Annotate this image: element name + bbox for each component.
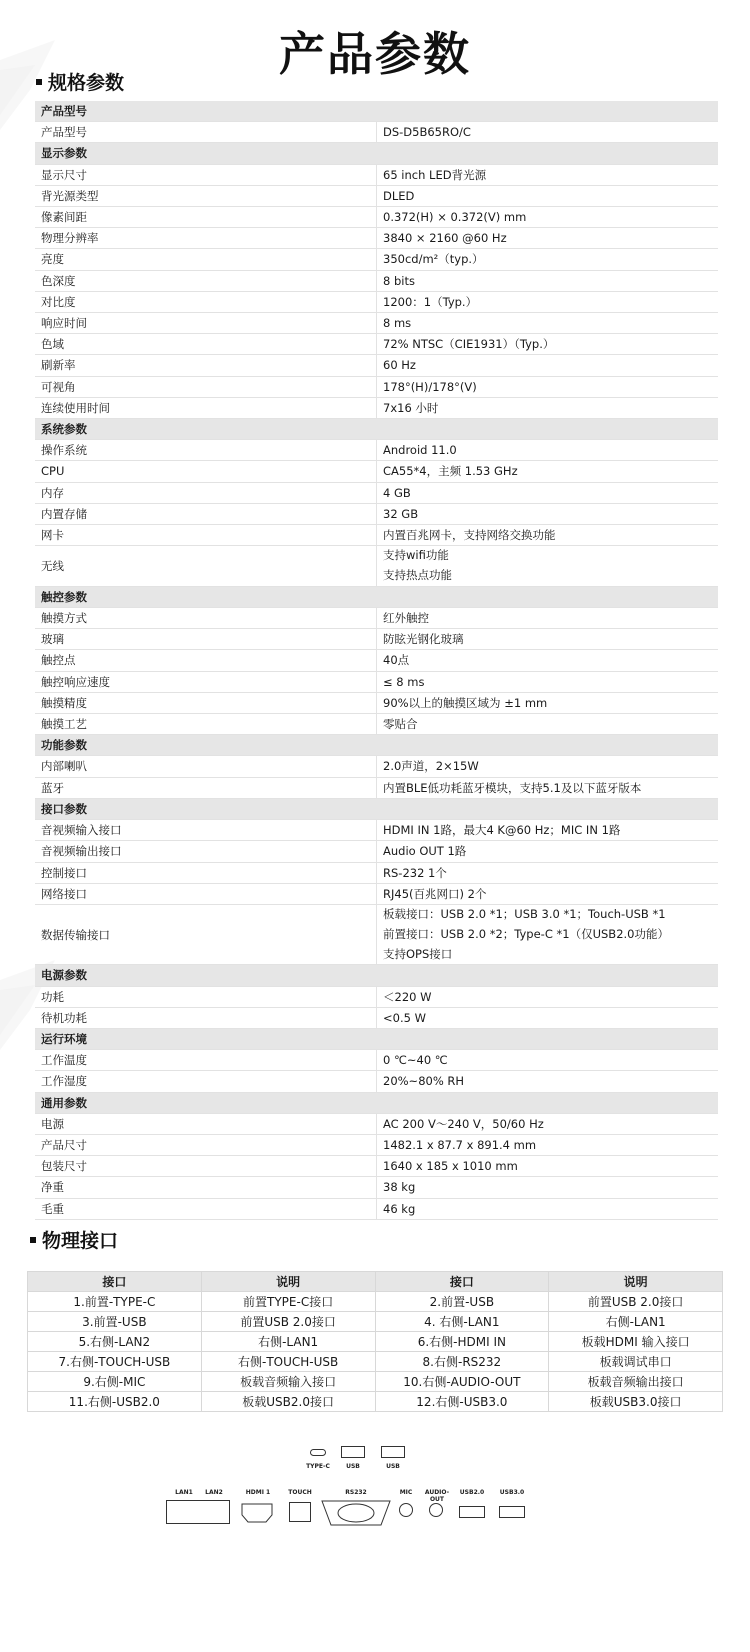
port-table-cell: 6.右侧-HDMI IN <box>375 1332 549 1352</box>
usb-port-icon <box>341 1446 365 1458</box>
spec-value: AC 200 V～240 V，50/60 Hz <box>383 1116 544 1131</box>
spec-value-cell <box>377 650 719 671</box>
spec-value-cell <box>377 397 719 418</box>
touch-usb-port-icon <box>289 1502 311 1522</box>
spec-key: 净重 <box>35 1177 377 1198</box>
spec-value-cell <box>377 355 719 376</box>
spec-value-cell <box>377 1198 719 1219</box>
spec-row <box>35 671 718 692</box>
spec-value: 72% NTSC（CIE1931）（Typ.） <box>383 337 555 352</box>
port-label-mic: MIC <box>399 1489 413 1496</box>
spec-key: 色深度 <box>35 270 377 291</box>
port-label-audio-out: AUDIO-OUT <box>424 1489 450 1503</box>
spec-row <box>35 820 718 841</box>
port-table-cell: 右侧-TOUCH-USB <box>201 1352 375 1372</box>
spec-row <box>35 228 718 249</box>
spec-key: 亮度 <box>35 249 377 270</box>
bullet-icon <box>36 79 42 85</box>
spec-key: 工作湿度 <box>35 1071 377 1092</box>
spec-value-cell <box>377 313 719 334</box>
spec-value-cell <box>377 164 719 185</box>
spec-value-cell <box>377 376 719 397</box>
spec-value-cell <box>377 862 719 883</box>
spec-value: 支持热点功能 <box>383 568 452 583</box>
spec-value: 0 ℃~40 ℃ <box>383 1053 448 1068</box>
spec-group-label: 显示参数 <box>35 143 718 164</box>
spec-key: 连续使用时间 <box>35 397 377 418</box>
spec-row <box>35 1113 718 1134</box>
spec-value: 65 inch LED背光源 <box>383 167 487 182</box>
port-table-cell: 板载音频输入接口 <box>201 1372 375 1392</box>
spec-value: 2.0声道，2×15W <box>383 759 479 774</box>
port-table-cell: 板载音频输出接口 <box>549 1372 723 1392</box>
spec-value: CA55*4，主频 1.53 GHz <box>383 464 518 479</box>
port-table-cell: 前置TYPE-C接口 <box>201 1292 375 1312</box>
port-table-cell: 右侧-LAN1 <box>201 1332 375 1352</box>
spec-value-cell <box>377 1071 719 1092</box>
spec-row <box>35 1198 718 1219</box>
usb2-port-icon <box>459 1506 485 1518</box>
port-table-cell: 3.前置-USB <box>28 1312 202 1332</box>
spec-value-cell <box>377 207 719 228</box>
spec-value: RJ45(百兆网口) 2个 <box>383 886 487 901</box>
spec-group-label: 运行环境 <box>35 1028 718 1049</box>
spec-value-cell <box>377 334 719 355</box>
spec-value-cell <box>377 671 719 692</box>
port-table-cell: 板载USB2.0接口 <box>201 1392 375 1412</box>
spec-value-cell <box>377 608 719 629</box>
spec-key: 音视频输出接口 <box>35 841 377 862</box>
bullet-icon <box>30 1237 36 1243</box>
port-table-cell: 右侧-LAN1 <box>549 1312 723 1332</box>
spec-value: DS-D5B65RO/C <box>383 125 471 140</box>
port-label-touch: TOUCH <box>288 1489 312 1496</box>
spec-row <box>35 503 718 524</box>
spec-key: 触控响应速度 <box>35 671 377 692</box>
usb-port-icon <box>381 1446 405 1458</box>
spec-value: <0.5 W <box>383 1010 426 1025</box>
spec-value: 零贴合 <box>383 717 418 732</box>
spec-value: 前置接口：USB 2.0 *2；Type-C *1（仅USB2.0功能） <box>383 926 669 941</box>
spec-value-cell <box>377 461 719 482</box>
spec-row <box>35 482 718 503</box>
spec-value-cell <box>377 249 719 270</box>
spec-group-label: 电源参数 <box>35 965 718 986</box>
spec-row <box>35 270 718 291</box>
spec-group-row <box>35 1092 718 1113</box>
port-table-cell: 5.右侧-LAN2 <box>28 1332 202 1352</box>
spec-value: HDMI IN 1路，最大4 K@60 Hz；MIC IN 1路 <box>383 823 621 838</box>
spec-key: CPU <box>35 461 377 482</box>
port-label-usb: USB <box>386 1463 400 1470</box>
port-label-usb2: USB2.0 <box>459 1489 485 1496</box>
port-label-lan2: LAN2 <box>205 1489 223 1496</box>
spec-row <box>35 1071 718 1092</box>
spec-row <box>35 1050 718 1071</box>
spec-row <box>35 249 718 270</box>
hdmi-port-icon <box>241 1503 273 1523</box>
port-table-row <box>28 1352 723 1372</box>
spec-key: 玻璃 <box>35 629 377 650</box>
usb3-port-icon <box>499 1506 525 1518</box>
port-table-cell: 10.右侧-AUDIO-OUT <box>375 1372 549 1392</box>
port-label-hdmi: HDMI 1 <box>245 1489 271 1496</box>
section-heading-specs-label: 规格参数 <box>48 72 125 94</box>
section-heading-ports <box>30 1228 118 1254</box>
spec-row <box>35 376 718 397</box>
port-table-cell: 板载调试串口 <box>549 1352 723 1372</box>
spec-group-row <box>35 798 718 819</box>
spec-value: 支持OPS接口 <box>383 946 453 961</box>
spec-key: 工作温度 <box>35 1050 377 1071</box>
port-table-header: 说明 <box>549 1272 723 1292</box>
spec-value: 8 ms <box>383 316 412 331</box>
spec-value: 支持wifi功能 <box>383 548 449 563</box>
spec-key: 包装尺寸 <box>35 1156 377 1177</box>
spec-value: 内置BLE低功耗蓝牙模块，支持5.1及以下蓝牙版本 <box>383 780 642 795</box>
spec-key: 毛重 <box>35 1198 377 1219</box>
lan-port-icon <box>166 1500 230 1524</box>
spec-value: 178°(H)/178°(V) <box>383 379 477 394</box>
spec-value: 板载接口：USB 2.0 *1；USB 3.0 *1；Touch-USB *1 <box>383 906 666 921</box>
spec-key: 触摸方式 <box>35 608 377 629</box>
spec-value-cell <box>377 440 719 461</box>
spec-group-row <box>35 101 718 122</box>
spec-value-cell <box>377 714 719 735</box>
page-title: 产品参数 <box>279 27 471 81</box>
port-table-cell: 前置USB 2.0接口 <box>549 1292 723 1312</box>
spec-value: 1482.1 x 87.7 x 891.4 mm <box>383 1137 537 1152</box>
port-table-row <box>28 1312 723 1332</box>
spec-value-cell <box>377 270 719 291</box>
spec-key: 产品型号 <box>35 122 377 143</box>
spec-value: 7x16 小时 <box>383 400 439 415</box>
spec-key: 物理分辨率 <box>35 228 377 249</box>
port-table-header: 接口 <box>28 1272 202 1292</box>
spec-row <box>35 986 718 1007</box>
spec-value-cell <box>377 122 719 143</box>
spec-row <box>35 207 718 228</box>
spec-group-label: 功能参数 <box>35 735 718 756</box>
spec-key: 内存 <box>35 482 377 503</box>
spec-key: 网络接口 <box>35 883 377 904</box>
spec-value: 20%~80% RH <box>383 1074 465 1089</box>
spec-value-cell <box>377 291 719 312</box>
audio-out-port-icon <box>429 1503 443 1517</box>
spec-row <box>35 904 718 964</box>
spec-value: Android 11.0 <box>383 443 457 458</box>
spec-value: 内置百兆网卡，支持网络交换功能 <box>383 528 556 543</box>
spec-key: 功耗 <box>35 986 377 1007</box>
spec-value-cell <box>377 1113 719 1134</box>
port-table-row <box>28 1332 723 1352</box>
section-heading-specs <box>36 70 124 96</box>
spec-table <box>35 101 718 1220</box>
port-table-cell: 7.右侧-TOUCH-USB <box>28 1352 202 1372</box>
spec-row <box>35 1177 718 1198</box>
spec-key: 控制接口 <box>35 862 377 883</box>
spec-key: 产品尺寸 <box>35 1134 377 1155</box>
spec-value-cell <box>377 1134 719 1155</box>
spec-row <box>35 692 718 713</box>
spec-value: 90%以上的触摸区域为 ±1 mm <box>383 695 548 710</box>
spec-key: 背光源类型 <box>35 185 377 206</box>
port-table-cell: 1.前置-TYPE-C <box>28 1292 202 1312</box>
spec-value-cell <box>377 1177 719 1198</box>
spec-row <box>35 291 718 312</box>
spec-row <box>35 883 718 904</box>
spec-value-cell <box>377 185 719 206</box>
spec-value-cell <box>377 1007 719 1028</box>
port-label-rs232: RS232 <box>345 1489 367 1496</box>
spec-value: 32 GB <box>383 506 419 521</box>
spec-row <box>35 1156 718 1177</box>
spec-group-label: 触控参数 <box>35 586 718 607</box>
spec-value: 350cd/m²（typ.） <box>383 252 484 267</box>
spec-key: 操作系统 <box>35 440 377 461</box>
spec-value-cell <box>377 546 719 587</box>
spec-value-cell <box>377 883 719 904</box>
port-label-usb3: USB3.0 <box>499 1489 525 1496</box>
spec-value: 38 kg <box>383 1180 416 1195</box>
spec-group-row <box>35 419 718 440</box>
spec-value-cell <box>377 482 719 503</box>
port-table-cell: 板载USB3.0接口 <box>549 1392 723 1412</box>
port-label-usb: USB <box>346 1463 360 1470</box>
spec-group-row <box>35 586 718 607</box>
port-label-lan1: LAN1 <box>175 1489 193 1496</box>
spec-group-row <box>35 1028 718 1049</box>
spec-value: ≤ 8 ms <box>383 674 425 689</box>
spec-value: 46 kg <box>383 1201 416 1216</box>
spec-value-cell <box>377 904 719 964</box>
spec-key: 内部喇叭 <box>35 756 377 777</box>
spec-group-row <box>35 965 718 986</box>
spec-key: 待机功耗 <box>35 1007 377 1028</box>
spec-value: 防眩光钢化玻璃 <box>383 632 464 647</box>
spec-key: 无线 <box>35 546 377 587</box>
spec-value-cell <box>377 503 719 524</box>
spec-group-label: 接口参数 <box>35 798 718 819</box>
spec-row <box>35 334 718 355</box>
spec-value-cell <box>377 228 719 249</box>
spec-key: 可视角 <box>35 376 377 397</box>
spec-value-cell <box>377 1156 719 1177</box>
port-table-header: 说明 <box>201 1272 375 1292</box>
spec-row <box>35 756 718 777</box>
spec-value-cell <box>377 692 719 713</box>
spec-row <box>35 841 718 862</box>
spec-value: 0.372(H) × 0.372(V) mm <box>383 210 527 225</box>
spec-row <box>35 355 718 376</box>
spec-row <box>35 1134 718 1155</box>
spec-group-row <box>35 735 718 756</box>
port-table-cell: 12.右侧-USB3.0 <box>375 1392 549 1412</box>
spec-row <box>35 185 718 206</box>
spec-value-cell <box>377 986 719 1007</box>
spec-group-label: 产品型号 <box>35 101 718 122</box>
spec-value: 3840 × 2160 @60 Hz <box>383 231 507 246</box>
spec-key: 响应时间 <box>35 313 377 334</box>
spec-group-row <box>35 143 718 164</box>
spec-row <box>35 1007 718 1028</box>
spec-key: 音视频输入接口 <box>35 820 377 841</box>
spec-key: 像素间距 <box>35 207 377 228</box>
spec-row <box>35 525 718 546</box>
spec-row <box>35 862 718 883</box>
port-table-cell: 4. 右侧-LAN1 <box>375 1312 549 1332</box>
spec-value-cell <box>377 1050 719 1071</box>
spec-key: 触摸精度 <box>35 692 377 713</box>
spec-key: 刷新率 <box>35 355 377 376</box>
spec-key: 触摸工艺 <box>35 714 377 735</box>
mic-port-icon <box>399 1503 413 1517</box>
spec-value: 60 Hz <box>383 358 416 373</box>
spec-value: RS-232 1个 <box>383 865 447 880</box>
spec-row <box>35 440 718 461</box>
spec-group-label: 通用参数 <box>35 1092 718 1113</box>
spec-value-cell <box>377 777 719 798</box>
port-table-cell: 板载HDMI 输入接口 <box>549 1332 723 1352</box>
spec-row <box>35 546 718 587</box>
spec-row <box>35 777 718 798</box>
spec-key: 数据传输接口 <box>35 904 377 964</box>
spec-row <box>35 608 718 629</box>
spec-value-cell <box>377 629 719 650</box>
spec-value: ＜220 W <box>383 989 432 1004</box>
spec-row <box>35 629 718 650</box>
spec-value: 1200：1（Typ.） <box>383 294 478 309</box>
port-table-cell: 8.右侧-RS232 <box>375 1352 549 1372</box>
section-heading-ports-label: 物理接口 <box>42 1230 119 1252</box>
spec-row <box>35 122 718 143</box>
spec-value-cell <box>377 756 719 777</box>
port-table-row <box>28 1292 723 1312</box>
spec-key: 网卡 <box>35 525 377 546</box>
spec-value: 4 GB <box>383 485 411 500</box>
spec-row <box>35 650 718 671</box>
spec-key: 对比度 <box>35 291 377 312</box>
spec-key: 色域 <box>35 334 377 355</box>
spec-row <box>35 714 718 735</box>
spec-value-cell <box>377 525 719 546</box>
port-table-cell: 9.右侧-MIC <box>28 1372 202 1392</box>
rs232-port-icon <box>321 1499 391 1527</box>
spec-row <box>35 461 718 482</box>
spec-value: 40点 <box>383 653 410 668</box>
spec-value-cell <box>377 820 719 841</box>
port-table-cell: 2.前置-USB <box>375 1292 549 1312</box>
spec-value-cell <box>377 841 719 862</box>
type-c-port-icon <box>310 1449 326 1456</box>
port-table-row <box>28 1372 723 1392</box>
port-label-type-c: TYPE-C <box>306 1463 330 1470</box>
spec-row <box>35 164 718 185</box>
port-table-cell: 前置USB 2.0接口 <box>201 1312 375 1332</box>
spec-key: 电源 <box>35 1113 377 1134</box>
port-table-header: 接口 <box>375 1272 549 1292</box>
spec-key: 内置存储 <box>35 503 377 524</box>
port-table-row <box>28 1392 723 1412</box>
spec-value: Audio OUT 1路 <box>383 844 467 859</box>
port-table <box>27 1271 723 1412</box>
spec-value: 1640 x 185 x 1010 mm <box>383 1159 518 1174</box>
spec-row <box>35 397 718 418</box>
port-table-cell: 11.右侧-USB2.0 <box>28 1392 202 1412</box>
spec-value: DLED <box>383 188 415 203</box>
spec-value: 红外触控 <box>383 611 429 626</box>
spec-group-label: 系统参数 <box>35 419 718 440</box>
spec-key: 蓝牙 <box>35 777 377 798</box>
spec-value: 8 bits <box>383 273 415 288</box>
spec-key: 显示尺寸 <box>35 164 377 185</box>
spec-key: 触控点 <box>35 650 377 671</box>
spec-row <box>35 313 718 334</box>
